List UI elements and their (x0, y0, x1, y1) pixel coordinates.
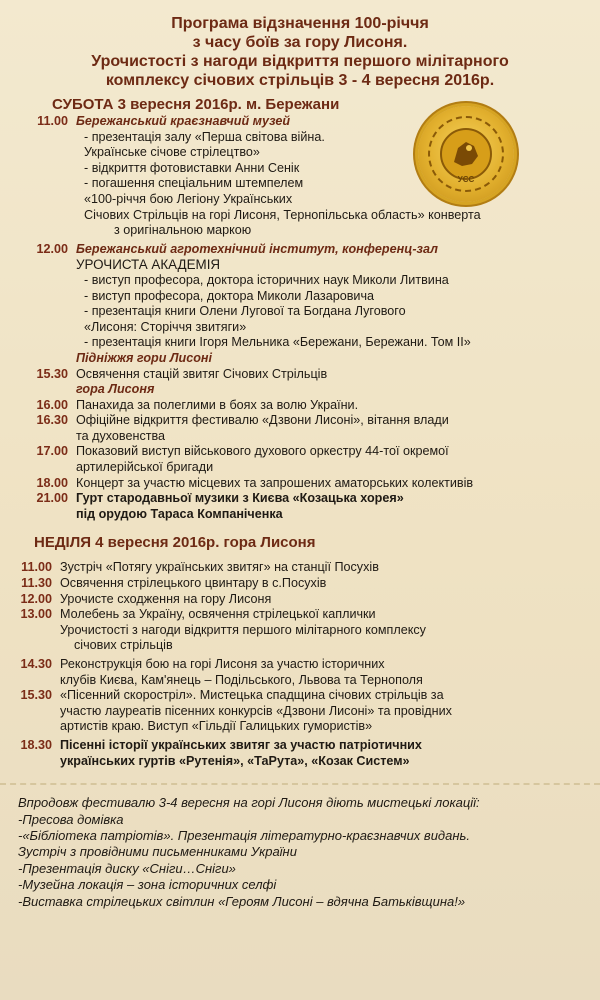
event-time: 16.00 (36, 397, 68, 412)
location-item: -Виставка стрілецьких світлин «Героям Лисоні – вдячна Батьківщина!» (18, 893, 466, 909)
schedule-item (0, 560, 600, 576)
event-time: 11.00 (21, 560, 52, 575)
event-line: Освячення стацій звитяг Січових Стрільців (76, 366, 328, 381)
location-item: -«Бібліотека патріотів». Презентація літературно-краєзнавчих видань. (18, 827, 470, 843)
event-line: Молебень за Україну, освячення стрілецької каплички (60, 607, 376, 622)
schedule-item (0, 476, 600, 492)
title-line-1: Програма відзначення 100-річчя (171, 15, 429, 32)
event-line: участю лауреатів пісенних конкурсів «Дзвони Лисоні» та провідних (60, 703, 452, 718)
location-item: Зустріч з провідними письменниками України (18, 844, 297, 860)
event-line: - відкриття фотовиставки Анни Сенік (84, 160, 300, 175)
location-item: -Музейна локація – зона історичних селфі (18, 877, 277, 893)
event-line: січових стрільців (74, 638, 173, 653)
event-line: - погашення спеціальним штемпелем (84, 176, 304, 191)
event-line: Концерт за участю місцевих та запрошених аматорських колективів (76, 475, 474, 490)
event-line: Урочистості з нагоди відкриття першого мілітарного комплексу (60, 622, 426, 637)
event-line: Показовий виступ військового духового оркестру 44-тої окремої (76, 444, 449, 459)
seal-text: УСС (457, 175, 475, 184)
festival-locations (0, 785, 600, 910)
event-venue: гора Лисоня (76, 382, 155, 397)
event-line: українських гуртів «Рутенія», «ТаРута», «Козак Систем» (60, 753, 410, 768)
event-time: 17.00 (36, 444, 68, 459)
event-line: артистів краю. Виступ «Гільдії Галицьких гумористів» (60, 719, 373, 734)
schedule-item (0, 367, 600, 398)
event-venue: Бережанський краєзнавчий музей (76, 114, 291, 128)
event-line: «Лисоня: Сторіччя звитяги» (84, 319, 247, 334)
schedule-item (0, 242, 600, 367)
event-line: Освячення стрілецького цвинтару в с.Посухів (60, 576, 327, 591)
saturday-heading: СУБОТА 3 вересня 2016р. м. Бережани (52, 96, 340, 113)
schedule-item (0, 576, 600, 592)
event-line: - виступ професора, доктора Миколи Лазаровича (84, 288, 375, 303)
event-time: 18.00 (36, 475, 68, 490)
title-line-3: Урочистості з нагоди відкриття першого мілітарного (91, 53, 509, 70)
title-line-4: комплексу січових стрільців 3 - 4 вересня 2016р. (105, 72, 495, 89)
sunday-heading: НЕДІЛЯ 4 вересня 2016р. гора Лисоня (34, 534, 316, 552)
event-time: 16.30 (36, 413, 68, 428)
locations-intro: Впродовж фестивалю 3-4 вересня на горі Лисоня діють мистецькі локації: (18, 795, 480, 811)
event-time: 15.30 (36, 366, 68, 381)
event-time: 15.30 (20, 688, 52, 703)
event-line: Зустріч «Потягу українських звитяг» на станції Посухів (60, 560, 379, 575)
event-line: - виступ професора, доктора історичних наук Миколи Литвина (84, 272, 449, 287)
schedule-item (0, 688, 600, 735)
event-venue: Бережанський агротехнічний інститут, конференц-зал (76, 241, 438, 256)
schedule-item (0, 413, 600, 444)
event-line: Українське січове стрілецтво» (84, 145, 260, 160)
event-time: 21.00 (36, 491, 68, 506)
schedule-item (0, 738, 600, 769)
location-item: -Пресова домівка (18, 811, 124, 827)
schedule-item (0, 398, 600, 414)
event-line: під орудою Тараса Компаніченка (76, 506, 283, 521)
event-time: 14.30 (20, 657, 52, 671)
event-line: УРОЧИСТА АКАДЕМІЯ (76, 257, 221, 273)
event-line: - презентація книги Олени Лугової та Богдана Лугового (84, 304, 406, 319)
event-line: клубів Києва, Кам'янець – Подільського, Львова та Тернополя (60, 672, 423, 687)
event-line: Урочисте сходження на гору Лисоня (60, 591, 272, 606)
event-time: 13.00 (20, 607, 52, 622)
location-item: -Презентація диску «Сніги…Сніги» (18, 860, 236, 876)
event-time: 18.30 (20, 737, 52, 752)
event-line: Реконструкція бою на горі Лисоня за участю історичних (60, 657, 385, 671)
event-line: з оригінальною маркою (114, 223, 252, 238)
event-venue: Підніжжя гори Лисоні (76, 350, 213, 365)
event-line: Офіційне відкриття фестивалю «Дзвони Лисоні», вітання влади (76, 413, 449, 428)
title-line-2: з часу боїв за гору Лисоня. (192, 34, 408, 51)
program-title (0, 0, 600, 90)
event-line: Гурт стародавньої музики з Києва «Козацька хорея» (76, 491, 404, 506)
event-line: Пісенні історії українських звитяг за участю патріотичних (60, 737, 422, 752)
schedule-item (0, 607, 600, 654)
event-line: «100-річчя бою Легіону Українських (84, 191, 293, 206)
uss-emblem-seal (418, 106, 514, 202)
event-time: 11.30 (21, 576, 52, 591)
schedule-item (0, 444, 600, 475)
event-time: 12.00 (20, 591, 52, 606)
event-line: артилерійської бригади (76, 460, 214, 475)
lion-emblem-icon (440, 128, 492, 180)
event-time: 11.00 (37, 114, 68, 128)
schedule-item (0, 592, 600, 608)
event-line: та духовенства (76, 428, 166, 443)
event-line: - презентація книги Ігоря Мельника «Бережани, Бережани. Том ІІ» (84, 335, 471, 350)
schedule-item (0, 657, 600, 688)
event-line: - презентація залу «Перша світова війна. (84, 129, 325, 144)
event-line: Панахида за полеглими в боях за волю України. (76, 397, 359, 412)
event-line: «Пісенний скоростріл». Мистецька спадщина січових стрільців за (60, 688, 444, 703)
event-line: Січових Стрільців на горі Лисоня, Тернопільська область» конверта (84, 207, 481, 222)
schedule-item (0, 491, 600, 522)
event-time: 12.00 (36, 241, 68, 256)
